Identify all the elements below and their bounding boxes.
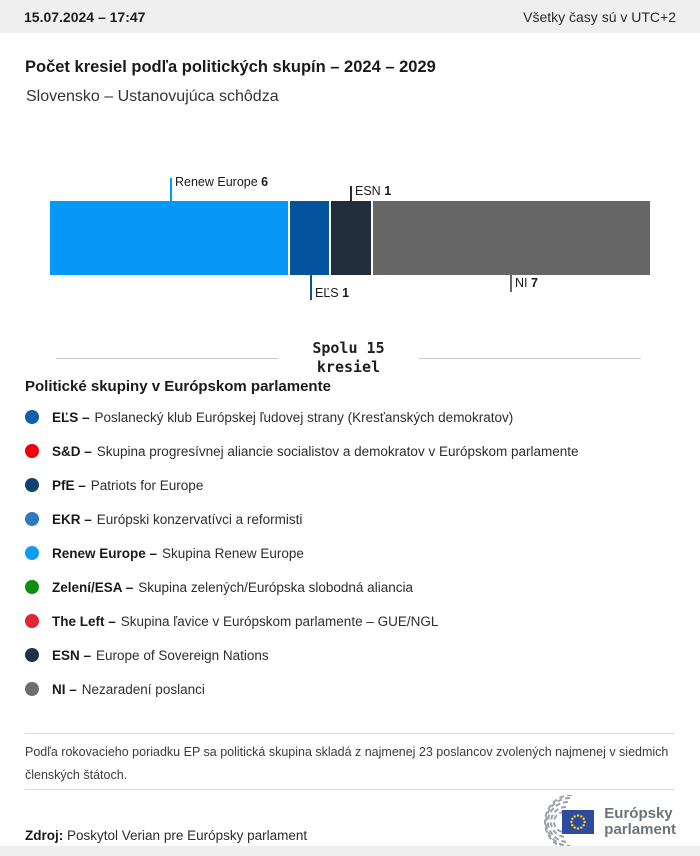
callout-label-ni: NI 7: [515, 276, 538, 290]
legend-desc: Európski konzervatívci a reformisti: [96, 511, 303, 527]
callout-line-renew-europe: [170, 178, 172, 201]
legend-item: [25, 400, 700, 434]
legend-dot: [25, 648, 39, 662]
bottom-bar: [0, 846, 700, 856]
legend-list: [25, 400, 700, 706]
logo-line1: Európsky: [604, 805, 673, 822]
legend-abbr: Zelení/ESA –: [52, 579, 134, 595]
legend-abbr: The Left –: [52, 613, 116, 629]
bar-segment-esn: [331, 201, 371, 275]
timezone-note: Všetky časy sú v UTC+2: [523, 8, 676, 25]
legend-item: [25, 502, 700, 536]
legend-desc: Skupina ľavice v Európskom parlamente – GUE/NGL: [120, 613, 439, 629]
legend-desc: Skupina progresívnej aliancie socialistov a demokratov v Európskom parlamente: [96, 443, 579, 459]
legend-abbr: EĽS –: [52, 409, 90, 425]
callout-line-e-s: [310, 275, 312, 300]
bar-segment-ni: [373, 201, 650, 275]
legend-dot: [25, 444, 39, 458]
bar-segment-renew-europe: [50, 201, 288, 275]
divider-line-left: [56, 358, 278, 359]
seats-bar-chart: [0, 160, 700, 330]
legend-abbr: EKR –: [52, 511, 92, 527]
callout-label-esn: ESN 1: [355, 184, 392, 198]
legend-item: [25, 536, 700, 570]
legend-dot: [25, 682, 39, 696]
legend-desc: Poslanecký klub Európskej ľudovej strany (Kresťanských demokratov): [94, 409, 514, 425]
legend-dot: [25, 478, 39, 492]
legend-abbr: NI –: [52, 681, 77, 697]
legend-dot: [25, 410, 39, 424]
callout-line-esn: [350, 186, 352, 201]
legend-dot: [25, 512, 39, 526]
callout-label-renew-europe: Renew Europe 6: [175, 175, 269, 189]
european-parliament-logo: [514, 795, 676, 849]
legend-desc: Skupina zelených/Európska slobodná aliancia: [138, 579, 413, 595]
footnote: Podľa rokovacieho poriadku EP sa politická skupina skladá z najmenej 23 poslancov zvolených najmenej v siedmich členských štátoch.: [25, 745, 669, 782]
page-subtitle: Slovensko – Ustanovujúca schôdza: [26, 88, 279, 105]
legend-item: [25, 434, 700, 468]
divider-line-right: [419, 358, 641, 359]
source-line: [25, 828, 307, 843]
total-seats-line2: kresiel: [316, 358, 381, 376]
source-label: Zdroj:: [25, 828, 64, 843]
stacked-bar: [50, 201, 650, 275]
total-seats-line1: Spolu 15: [312, 339, 385, 357]
legend-desc: Nezaradení poslanci: [81, 681, 205, 697]
top-bar: [0, 0, 700, 33]
legend-abbr: PfE –: [52, 477, 86, 493]
datetime-label: 15.07.2024 – 17:47: [24, 8, 146, 25]
legend-dot: [25, 580, 39, 594]
total-seats-row: [56, 339, 641, 377]
legend-abbr: S&D –: [52, 443, 92, 459]
callout-line-ni: [510, 275, 512, 292]
legend-dot: [25, 546, 39, 560]
legend-desc: Europe of Sovereign Nations: [96, 647, 269, 663]
legend-item: [25, 604, 700, 638]
source-text: Poskytol Verian pre Európsky parlament: [67, 828, 308, 843]
legend-heading: Politické skupiny v Európskom parlamente: [25, 378, 331, 395]
logo-wordmark: [604, 806, 676, 838]
total-seats-label: [278, 339, 418, 377]
legend-abbr: ESN –: [52, 647, 92, 663]
logo-line2: parlament: [604, 821, 676, 838]
callout-label-e-s: EĽS 1: [315, 286, 350, 300]
legend-item: [25, 638, 700, 672]
legend-item: [25, 672, 700, 706]
page-title: Počet kresiel podľa politických skupín – 2024 – 2029: [25, 58, 436, 76]
legend-item: [25, 468, 700, 502]
footnote-divider-top: [25, 733, 675, 734]
legend-desc: Skupina Renew Europe: [162, 545, 304, 561]
hemicycle-flag-icon: [514, 795, 596, 849]
legend-item: [25, 570, 700, 604]
legend-dot: [25, 614, 39, 628]
bar-segment-e-s: [290, 201, 330, 275]
legend-desc: Patriots for Europe: [90, 477, 204, 493]
legend-abbr: Renew Europe –: [52, 545, 158, 561]
